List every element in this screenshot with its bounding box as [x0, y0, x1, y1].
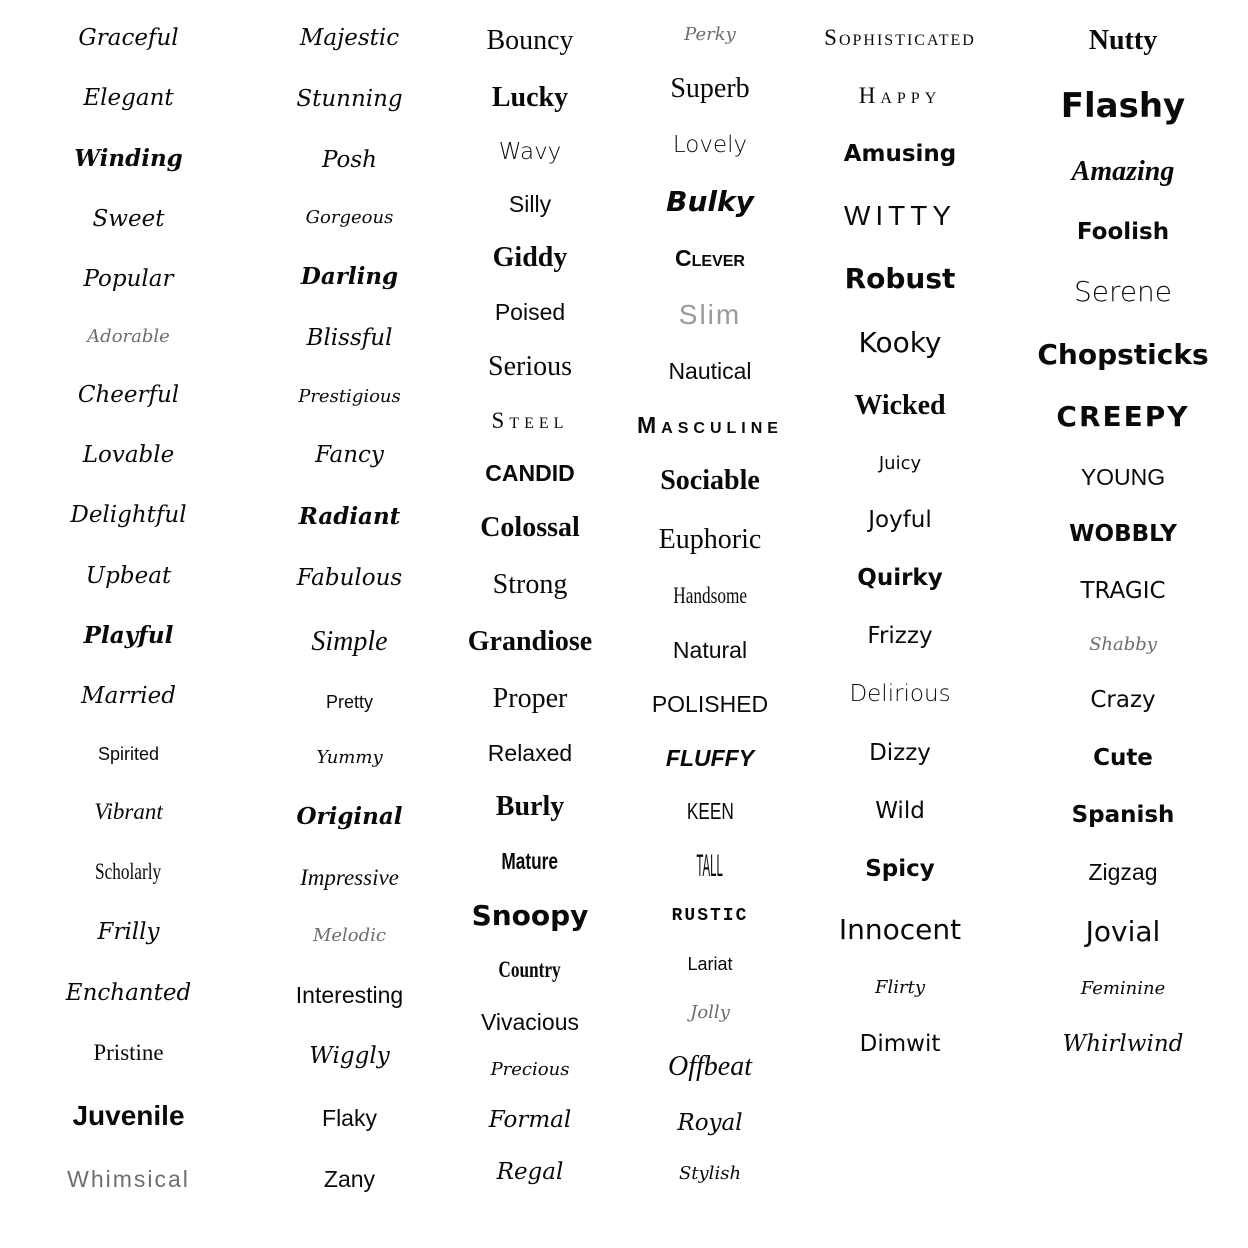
font-sample-word: TALL	[696, 847, 724, 883]
font-sample-word: FLUFFY	[665, 744, 755, 771]
font-sample-word: Upbeat	[85, 562, 172, 589]
font-sample-word: Spirited	[97, 743, 160, 764]
font-sample-word: Wiggly	[309, 1043, 390, 1070]
font-sample-word: Elegant	[83, 85, 174, 112]
font-sample-word: Masculine	[637, 411, 783, 438]
font-sample-word: Scholarly	[95, 858, 162, 884]
font-sample-word: RUSTIC	[671, 905, 749, 926]
font-sample-word: Amazing	[1071, 156, 1175, 188]
font-sample-word: Handsome	[673, 583, 747, 609]
font-sample-word: Flaky	[322, 1104, 377, 1131]
font-sample-word: Interesting	[295, 982, 404, 1009]
font-sample-word: CREEPY	[1056, 400, 1190, 434]
font-sample-word: WOBBLY	[1069, 520, 1177, 547]
font-sample-word: Cute	[1093, 744, 1153, 771]
font-sample-word: Zany	[323, 1165, 376, 1192]
font-sample-word: Prestigious	[298, 385, 401, 407]
font-sample-word: Flirty	[874, 976, 925, 998]
font-sample-word: Dizzy	[869, 739, 931, 766]
font-sample-word: Stylish	[678, 1162, 742, 1184]
font-column-4	[618, 26, 802, 1184]
font-sample-word: Crazy	[1090, 687, 1156, 714]
font-sample-word: Lovely	[672, 132, 748, 159]
font-sample-word: Original	[296, 803, 403, 831]
font-sample-word: Burly	[495, 791, 565, 823]
font-sample-word: Frilly	[97, 919, 160, 946]
font-sample-word: Spicy	[865, 856, 935, 883]
font-sample-word: Juicy	[878, 452, 922, 474]
font-sample-word: Flashy	[1060, 85, 1186, 126]
font-sample-word: Relaxed	[487, 739, 573, 766]
font-sample-word: Fabulous	[296, 564, 403, 591]
font-sample-word: Mature	[501, 848, 559, 875]
font-sample-word: Playful	[83, 621, 174, 649]
font-sample-word: Wavy	[498, 138, 562, 165]
font-sample-word: Poised	[494, 299, 566, 326]
font-sample-word: Kooky	[858, 325, 942, 359]
font-sample-word: Happy	[858, 83, 942, 109]
font-sample-word: Juvenile	[72, 1100, 185, 1132]
font-sample-word: Serious	[488, 351, 572, 383]
font-sample-word: Sociable	[660, 465, 760, 497]
font-sample-word: Grandiose	[467, 625, 593, 657]
font-sample-word: Cheerful	[77, 381, 180, 408]
font-sample-word: Feminine	[1080, 977, 1166, 999]
font-sample-word: Bulky	[666, 185, 754, 219]
font-sample-word: Frizzy	[867, 623, 933, 650]
font-sample-word: Simple	[311, 625, 388, 657]
font-sample-word: Lariat	[687, 954, 733, 975]
font-sample-word: Married	[81, 683, 176, 710]
font-sample-word: KEEN	[686, 798, 734, 825]
font-sample-word: Steel	[491, 408, 569, 434]
font-sample-word: Quirky	[857, 564, 943, 591]
font-sample-word: Zigzag	[1088, 859, 1158, 886]
font-sample-word: Lovable	[82, 441, 175, 468]
font-sample-word: Radiant	[298, 502, 401, 530]
font-sample-word: Delightful	[70, 502, 187, 529]
font-sample-word: Whimsical	[67, 1165, 190, 1192]
font-sample-word: Strong	[492, 568, 568, 600]
font-sample-word: Silly	[508, 190, 552, 217]
font-sample-word: Regal	[496, 1158, 564, 1185]
font-sample-word: Graceful	[78, 25, 179, 51]
font-sample-word: Serene	[1073, 275, 1173, 309]
font-sample-word: Foolish	[1076, 218, 1170, 245]
font-sample-word: YOUNG	[1080, 463, 1166, 490]
font-sample-word: Formal	[488, 1106, 572, 1133]
font-sample-word: Bouncy	[486, 25, 574, 56]
font-sample-word: Vivacious	[480, 1008, 580, 1035]
font-sample-word: Delirious	[849, 681, 951, 708]
font-sample-word: Enchanted	[65, 979, 192, 1006]
font-sample-word: Stunning	[296, 86, 403, 113]
font-sample-word: Darling	[300, 263, 399, 291]
font-sample-word: Sophisticated	[824, 25, 976, 50]
font-sample-word: Adorable	[87, 325, 170, 347]
font-column-2	[257, 26, 442, 1191]
font-sample-word: Slim	[678, 298, 742, 330]
font-sample-word: Colossal	[480, 511, 580, 543]
font-column-3	[442, 26, 618, 1184]
font-sample-word: Wild	[875, 797, 925, 824]
font-sample-word: Royal	[677, 1110, 743, 1137]
font-sample-word: WITTY	[843, 199, 957, 231]
font-sample-word: Wicked	[854, 390, 946, 422]
font-column-6	[998, 26, 1248, 1056]
font-sample-word: Impressive	[300, 865, 399, 891]
font-sample-word: Majestic	[299, 25, 400, 51]
font-sample-word: TRAGIC	[1080, 578, 1166, 605]
font-sample-word: Winding	[74, 144, 183, 172]
font-column-5	[802, 26, 998, 1056]
font-sample-word: Euphoric	[658, 524, 762, 556]
font-sample-word: Jovial	[1085, 915, 1161, 949]
font-sample-word: Innocent	[838, 913, 962, 947]
font-sample-word: Pretty	[325, 692, 373, 713]
font-sample-word: Lucky	[491, 81, 569, 113]
font-sample-word: Pristine	[93, 1039, 164, 1065]
font-sample-word: Country	[498, 956, 562, 982]
font-sample-word: Amusing	[843, 141, 957, 168]
font-sample-word: Chopsticks	[1037, 337, 1209, 371]
font-sample-word: Shabby	[1089, 634, 1157, 656]
font-sample-word: Melodic	[312, 925, 387, 947]
font-sample-word: Yummy	[316, 747, 383, 769]
font-sample-word: Superb	[670, 73, 750, 105]
font-sample-word: Nutty	[1088, 25, 1158, 56]
font-sample-word: Blissful	[306, 325, 393, 352]
font-sample-word: Fancy	[315, 442, 384, 469]
font-sample-word: Dimwit	[859, 1030, 941, 1057]
font-sample-word: CANDID	[485, 459, 575, 486]
font-sample-word: Vibrant	[94, 798, 163, 824]
font-sample-word: Robust	[844, 262, 956, 296]
font-sample-word: Proper	[492, 682, 568, 714]
font-sample-word: Spanish	[1071, 801, 1175, 828]
font-sample-word: Snoopy	[471, 899, 589, 932]
font-sample-word: Clever	[675, 245, 745, 272]
font-sample-word: Whirlwind	[1062, 1030, 1184, 1057]
font-sample-word: Sweet	[92, 205, 165, 232]
font-sample-word: Giddy	[492, 242, 568, 274]
font-sample-word: Natural	[672, 637, 748, 664]
font-sample-word: POLISHED	[651, 690, 769, 717]
font-sample-word: Offbeat	[668, 1051, 752, 1083]
font-sample-word: Perky	[684, 24, 736, 45]
font-sample-word: Popular	[83, 266, 174, 293]
font-column-1	[0, 26, 257, 1191]
font-sample-word: Joyful	[868, 506, 932, 533]
font-sample-word: Nautical	[668, 357, 752, 384]
font-sample-word: Precious	[490, 1059, 570, 1081]
font-sample-word: Jolly	[690, 1001, 730, 1023]
font-sample-word: Posh	[321, 147, 377, 174]
font-sample-word: Gorgeous	[305, 207, 394, 229]
